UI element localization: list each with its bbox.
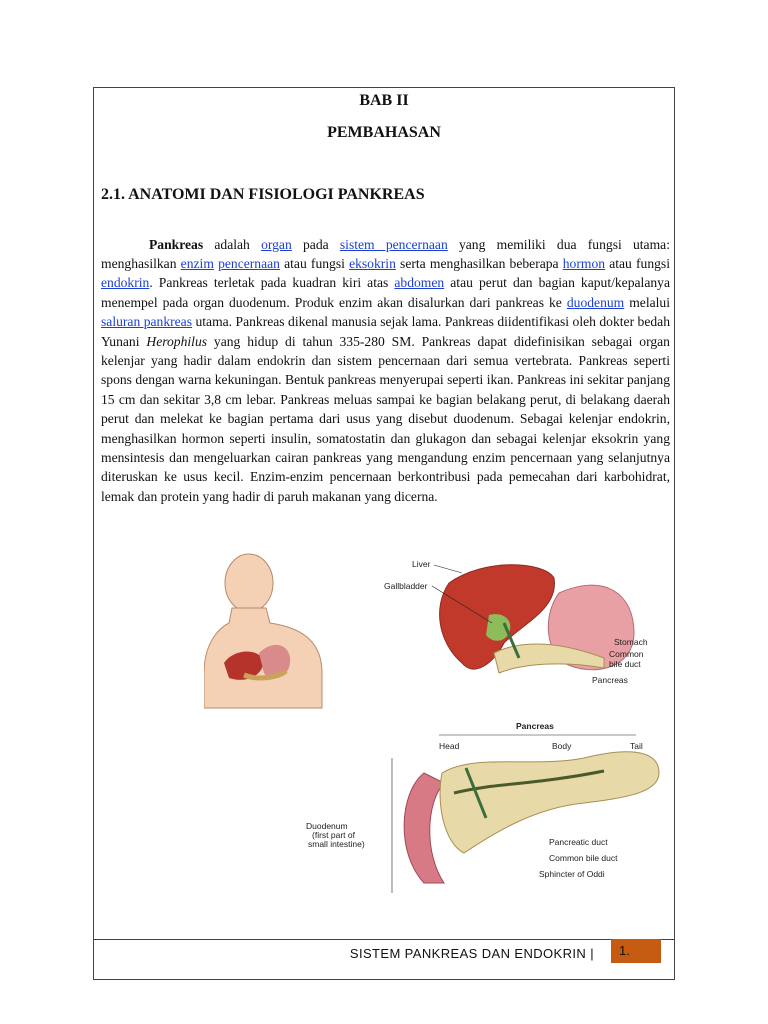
label-stomach: Stomach: [614, 637, 648, 647]
section-title: 2.1. ANATOMI DAN FISIOLOGI PANKREAS: [101, 186, 425, 203]
label-pancreas-top: Pancreas: [592, 675, 628, 685]
pancreas-detail-illustration: [306, 721, 659, 893]
human-torso-illustration: [204, 554, 322, 708]
liver-stomach-illustration: [440, 565, 634, 673]
label-common-1: Common: [609, 649, 644, 659]
label-body: Body: [552, 741, 572, 751]
link-eksokrin[interactable]: eksokrin: [349, 256, 396, 271]
body-paragraph: Pankreas adalah organ pada sistem pencernaan yang memiliki dua fungsi utama: menghasilkan enzim pencernaan atau fungsi eksokrin serta menghasilkan beberapa hormon atau fungsi endokrin. Pankreas terletak pada kuadran kiri atas abdomen atau perut dan bagian kaput/kepalanya menempel pada organ duodenum. Produk enzim akan disalurkan dari pankreas ke duodenum melalui saluran pankreas utama. Pankreas dikenal manusia sejak lama. Pankreas diidentifikasi oleh dokter bedah Yunani Herophilus yang hidup di tahun 335-280 SM. Pankreas dapat didefinisikan sebagai organ kelenjar yang hadir dalam endokrin dan sistem pencernaan dari semua vertebrata. Pankreas seperti spons dengan warna kekuningan. Bentuk pankreas menyerupai seperti ikan. Pankreas ini sekitar panjang 15 cm dan sekitar 3,8 cm lebar. Pankreas meluas sampai ke bagian belakang perut, di belakang daerah perut dan melekat ke bagian pertama dari usus yang disebut duodenum. Sebagai kelenjar endokrin, menghasilkan hormon seperti insulin, somatostatin dan glukagon dan sebagai kelenjar eksokrin yang mensintesis dan mengeluarkan cairan pankreas yang mengandung enzim pencernaan yang selanjutnya diteruskan ke usus kecil. Enzim-enzim pencernaan berkontribusi pada pemecahan dari karbohidrat, lemak dan protein yang hadir di paruh makanan yang dicerna.: [101, 236, 671, 504]
label-pancreatic-duct: Pancreatic duct: [549, 837, 608, 847]
pancreas-anatomy-figure: [204, 553, 664, 893]
chapter-number: BAB II: [359, 92, 409, 109]
label-duodenum-1: Duodenum: [306, 821, 348, 831]
label-duodenum-2: (first part of: [312, 830, 355, 840]
link-duodenum[interactable]: duodenum: [566, 294, 625, 310]
link-sistem-pencernaan[interactable]: sistem pencernaan: [339, 236, 448, 252]
link-hormon[interactable]: hormon: [562, 256, 606, 271]
chapter-title: PEMBAHASAN: [327, 124, 441, 141]
link-enzim[interactable]: enzim: [180, 256, 214, 271]
link-abdomen[interactable]: abdomen: [394, 275, 445, 291]
page-frame: [93, 87, 675, 980]
label-gallbladder: Gallbladder: [384, 581, 428, 591]
label-tail: Tail: [630, 741, 643, 751]
page-number: 1.: [611, 939, 661, 963]
footer-title: SISTEM PANKREAS DAN ENDOKRIN |: [349, 946, 594, 961]
term-pankreas: Pankreas: [149, 236, 204, 252]
label-common-2: bile duct: [609, 659, 641, 669]
label-head: Head: [439, 741, 460, 751]
label-pancreas-header: Pancreas: [516, 721, 554, 731]
label-sphincter: Sphincter of Oddi: [539, 869, 605, 879]
link-pencernaan[interactable]: pencernaan: [218, 256, 280, 271]
link-saluran-pankreas[interactable]: saluran pankreas: [101, 314, 193, 330]
label-liver: Liver: [412, 559, 431, 569]
link-organ[interactable]: organ: [261, 236, 292, 252]
footer-divider: [94, 939, 674, 940]
label-common-bile-duct: Common bile duct: [549, 853, 618, 863]
italic-herophilus: Herophilus: [146, 333, 208, 349]
label-duodenum-3: small intestine): [308, 839, 365, 849]
link-endokrin[interactable]: endokrin: [101, 275, 150, 291]
